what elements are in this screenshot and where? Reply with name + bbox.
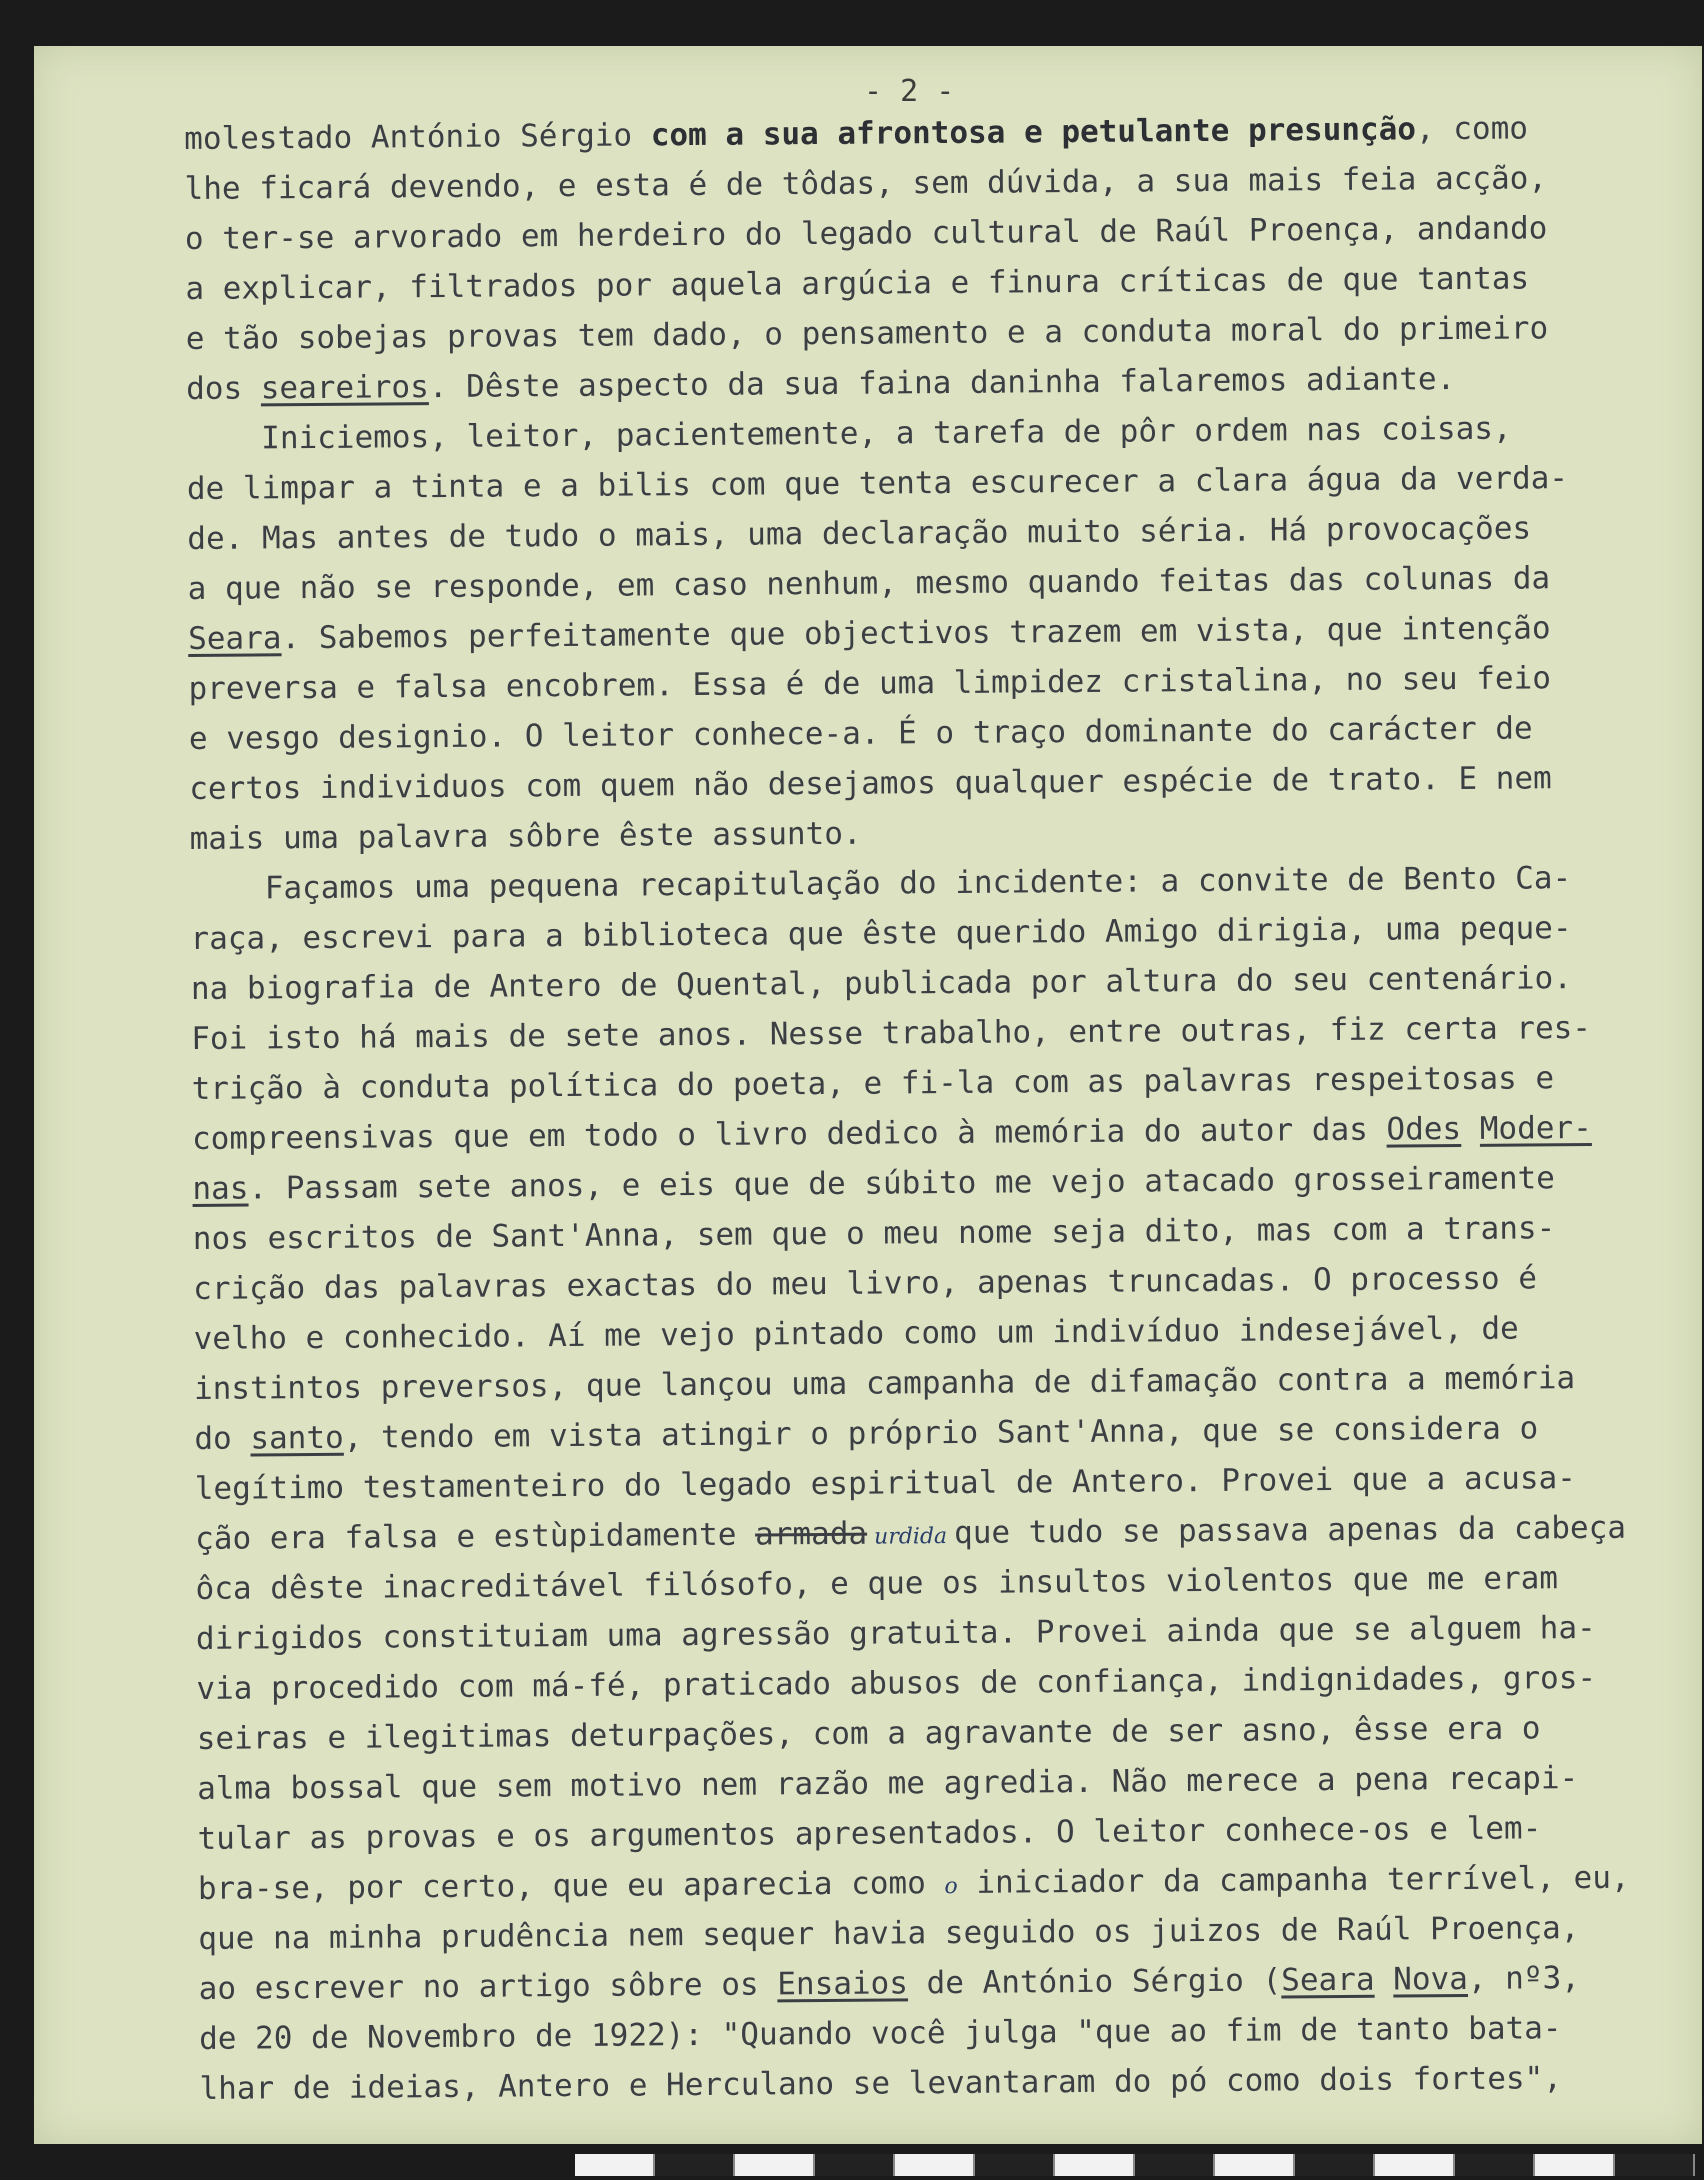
text-segment: preversa e falsa encobrem. Essa é de uma limpidez cristalina, no seu feio bbox=[188, 660, 1552, 707]
color-scale-bar bbox=[575, 2154, 1695, 2176]
text-segment: e vesgo designio. O leitor conhece-a. É o traço dominante do carácter de bbox=[188, 710, 1533, 757]
text-segment: na biografia de Antero de Quental, publicada por altura do seu centenário. bbox=[190, 960, 1573, 1007]
text-segment: dirigidos constituiam uma agressão gratuita. Provei ainda que se alguem ha- bbox=[195, 1609, 1596, 1657]
text-segment: Ensaios bbox=[777, 1965, 909, 2003]
text-segment: molestado António Sérgio bbox=[184, 117, 651, 157]
text-segment: seiras e ilegitimas deturpações, com a agravante de ser asno, êsse era o bbox=[196, 1710, 1541, 1757]
text-segment: o bbox=[944, 1873, 958, 1900]
text-segment: Seara bbox=[187, 620, 282, 657]
text-segment: de limpar a tinta e a bilis com que tenta escurecer a clara água da verda- bbox=[186, 460, 1569, 507]
text-segment: nos escritos de Sant'Anna, sem que o meu nome seja dito, mas com a trans- bbox=[192, 1210, 1556, 1257]
body-text bbox=[184, 102, 1700, 2114]
page-number: - 2 - bbox=[864, 74, 955, 109]
text-segment: ção era falsa e estùpidamente bbox=[195, 1516, 756, 1557]
text-segment: lhar de ideias, Antero e Herculano se levantaram do pó como dois fortes", bbox=[199, 2060, 1563, 2107]
text-segment bbox=[1374, 1962, 1393, 1998]
typewritten-page bbox=[34, 46, 1702, 2144]
text-segment: urdida bbox=[867, 1523, 955, 1550]
text-segment: ao escrever no artigo sôbre os bbox=[198, 1966, 778, 2007]
text-segment: lhe ficará devendo, e esta é de tôdas, sem dúvida, a sua mais feia acção, bbox=[184, 160, 1548, 207]
text-segment: . Passam sete anos, e eis que de súbito me vejo atacado grosseiramente bbox=[248, 1160, 1555, 1207]
text-segment: de 20 de Novembro de 1922): "Quando você julga "que ao fim de tanto bata- bbox=[198, 2010, 1562, 2057]
text-segment: de. Mas antes de tudo o mais, uma declaração muito séria. Há provocações bbox=[187, 510, 1532, 557]
text-segment: , nº3, bbox=[1467, 1960, 1580, 1997]
text-segment: , como bbox=[1415, 110, 1529, 148]
text-segment: instintos preversos, que lançou uma campanha de difamação contra a memória bbox=[193, 1360, 1576, 1407]
text-segment: a que não se responde, em caso nenhum, mesmo quando feitas das colunas da bbox=[187, 560, 1551, 607]
text-segment: via procedido com má-fé, praticado abusos de confiança, indignidades, gros- bbox=[196, 1659, 1597, 1707]
text-segment: a explicar, filtrados por aquela argúcia e finura críticas de que tantas bbox=[185, 260, 1530, 307]
text-segment: crição das palavras exactas do meu livro, apenas truncadas. O processo é bbox=[193, 1260, 1538, 1307]
text-segment: seareiros bbox=[260, 369, 429, 407]
text-line bbox=[199, 2052, 1699, 2114]
text-segment: ôca dêste inacreditável filósofo, e que os insultos violentos que me eram bbox=[195, 1560, 1559, 1607]
text-segment: Moder- bbox=[1479, 1109, 1592, 1147]
text-segment: santo bbox=[250, 1419, 344, 1457]
text-segment: o ter-se arvorado em herdeiro do legado cultural de Raúl Proença, andando bbox=[184, 210, 1548, 257]
text-segment: raça, escrevi para a biblioteca que êste querido Amigo dirigia, uma peque- bbox=[190, 910, 1572, 957]
text-segment: tular as provas e os argumentos apresentados. O leitor conhece-os e lem- bbox=[197, 1810, 1542, 1857]
text-segment: . Dêste aspecto da sua faina daninha falaremos adiante. bbox=[428, 361, 1456, 406]
text-segment: legítimo testamenteiro do legado espiritual de Antero. Provei que a acusa- bbox=[194, 1460, 1577, 1507]
text-segment: dos bbox=[186, 370, 261, 407]
text-segment: nas bbox=[192, 1170, 249, 1207]
text-segment: que na minha prudência nem sequer havia seguido os juizos de Raúl Proença, bbox=[198, 1910, 1580, 1957]
text-segment: que tudo se passava apenas da cabeça bbox=[953, 1509, 1627, 1551]
text-segment: bra-se, por certo, que eu aparecia como bbox=[197, 1865, 945, 1907]
text-segment: mais uma palavra sôbre êste assunto. bbox=[189, 815, 862, 857]
text-segment: . Sabemos perfeitamente que objectivos trazem em vista, que intenção bbox=[281, 610, 1551, 657]
text-segment: Seara bbox=[1281, 1961, 1375, 1999]
text-segment: armada bbox=[754, 1515, 868, 1553]
text-segment: alma bossal que sem motivo nem razão me agredia. Não merece a pena recapi- bbox=[197, 1760, 1579, 1807]
text-segment: Iniciemos, leitor, pacientemente, a tarefa de pôr ordem nas coisas, bbox=[186, 410, 1512, 457]
text-segment: do bbox=[194, 1420, 251, 1457]
text-segment bbox=[1461, 1111, 1480, 1147]
text-segment: Odes bbox=[1386, 1111, 1462, 1148]
text-segment: Façamos uma pequena recapitulação do incidente: a convite de Bento Ca- bbox=[189, 860, 1572, 907]
text-segment: iniciador da campanha terrível, eu, bbox=[957, 1859, 1630, 1901]
text-segment: Nova bbox=[1393, 1960, 1469, 1998]
text-segment: com a sua afrontosa e petulante presunção bbox=[650, 111, 1417, 154]
text-segment: , tendo em vista atingir o próprio Sant'Anna, que se considera o bbox=[343, 1410, 1539, 1456]
text-segment: velho e conhecido. Aí me vejo pintado como um indivíduo indesejável, de bbox=[193, 1310, 1519, 1357]
text-segment: Foi isto há mais de sete anos. Nesse trabalho, entre outras, fiz certa res- bbox=[191, 1009, 1592, 1057]
text-segment: compreensivas que em todo o livro dedico à memória do autor das bbox=[191, 1111, 1387, 1157]
text-segment: certos individuos com quem não desejamos qualquer espécie de trato. E nem bbox=[189, 760, 1552, 807]
text-segment: de António Sérgio ( bbox=[907, 1962, 1282, 2002]
text-segment: e tão sobejas provas tem dado, o pensamento e a conduta moral do primeiro bbox=[185, 310, 1549, 357]
text-segment: trição à conduta política do poeta, e fi-la com as palavras respeitosas e bbox=[191, 1060, 1555, 1107]
